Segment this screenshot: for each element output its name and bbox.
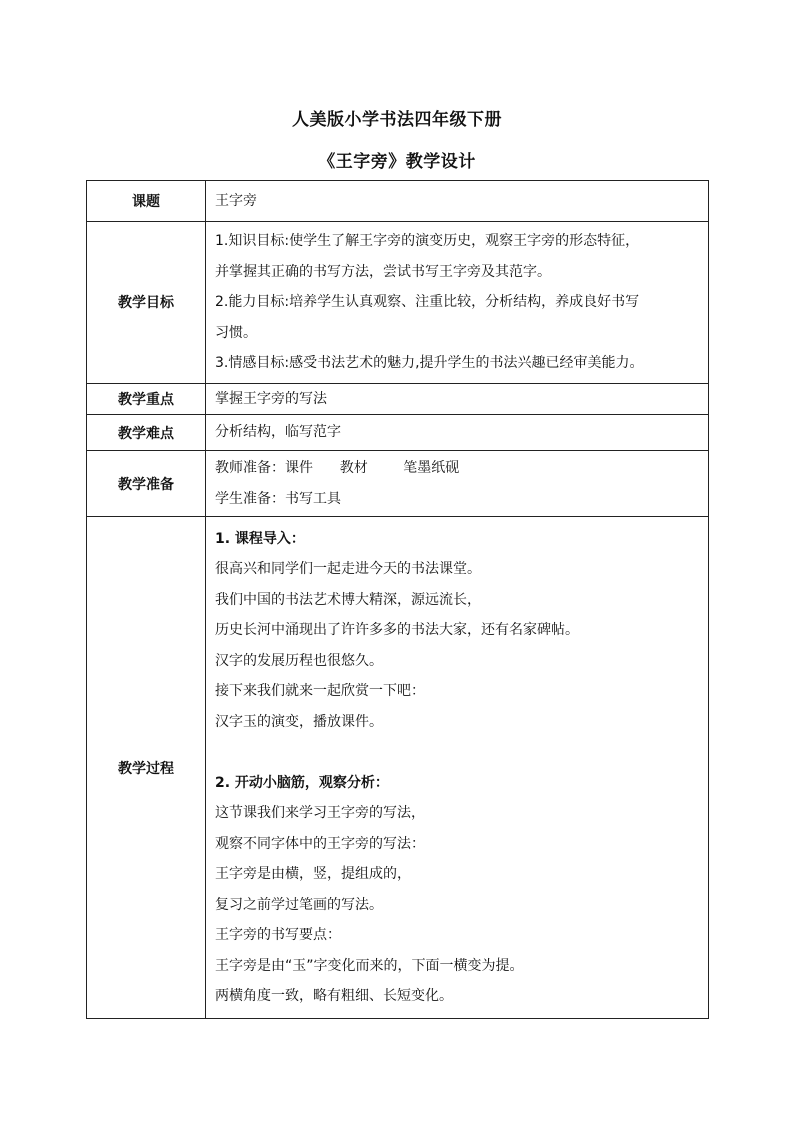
content-line: 接下来我们就来一起欣赏一下吧： [215, 683, 425, 699]
content-line: 两横角度一致，略有粗细、长短变化。 [215, 988, 453, 1004]
content-line: 王字旁是由横，竖，提组成的， [215, 866, 411, 882]
table-row-topic [87, 181, 709, 222]
content-line: 分析结构，临写范字 [215, 424, 341, 441]
table-row-difficulty [87, 415, 709, 451]
row-label: 教学重点 [87, 383, 206, 415]
table-row-key-point [87, 383, 709, 415]
content-line: 汉字玉的演变，播放课件。 [215, 713, 383, 730]
content-line: 1.知识目标:使学生了解王字旁的演变历史，观察王字旁的形态特征， [215, 233, 640, 249]
lesson-plan-table [86, 180, 709, 1019]
section-heading: 1. 课程导入： [215, 530, 305, 547]
content-line: 掌握王字旁的写法 [215, 390, 327, 407]
content-line: 王字旁的书写要点： [215, 927, 341, 943]
document-subtitle: 《王字旁》教学设计 [318, 152, 476, 172]
content-line: 我们中国的书法艺术博大精深，源远流长， [215, 591, 481, 608]
content-line: 3.情感目标:感受书法艺术的魅力,提升学生的书法兴趣已经审美能力。 [215, 355, 644, 371]
content-line: 王字旁 [215, 192, 257, 209]
content-line: 这节课我们来学习王字旁的写法， [215, 805, 425, 821]
row-label: 教学过程 [87, 517, 206, 1019]
row-content [206, 222, 709, 384]
row-content [206, 415, 709, 451]
row-label: 教学难点 [87, 415, 206, 451]
content-line: 教师准备：课件 教材 笔墨纸砚 [215, 460, 460, 476]
row-content [206, 517, 709, 1019]
content-line: 复习之前学过笔画的写法。 [215, 896, 383, 913]
row-content [206, 451, 709, 517]
content-line: 很高兴和同学们一起走进今天的书法课堂。 [215, 561, 481, 577]
content-line: 2.能力目标:培养学生认真观察、注重比较，分析结构，养成良好书写 [215, 294, 640, 310]
table-row-process [87, 517, 709, 1019]
content-line: 习惯。 [215, 324, 257, 341]
content-line: 王字旁是由“玉”字变化而来的，下面一横变为提。 [215, 957, 524, 974]
row-label: 课题 [87, 181, 206, 222]
content-line: 观察不同字体中的王字旁的写法： [215, 835, 425, 852]
blank-line [215, 737, 700, 768]
document-title: 人美版小学书法四年级下册 [292, 110, 502, 130]
table-row-objectives [87, 222, 709, 384]
row-content [206, 181, 709, 222]
row-content [206, 383, 709, 415]
table-row-preparation [87, 451, 709, 517]
content-line: 并掌握其正确的书写方法，尝试书写王字旁及其范字。 [215, 263, 551, 280]
row-label: 教学准备 [87, 451, 206, 517]
content-line: 汉字的发展历程也很悠久。 [215, 652, 383, 669]
row-label: 教学目标 [87, 222, 206, 384]
content-line: 历史长河中涌现出了许许多多的书法大家，还有名家碑帖。 [215, 622, 579, 638]
content-line: 学生准备：书写工具 [215, 490, 341, 507]
section-heading: 2. 开动小脑筋，观察分析： [215, 774, 389, 791]
